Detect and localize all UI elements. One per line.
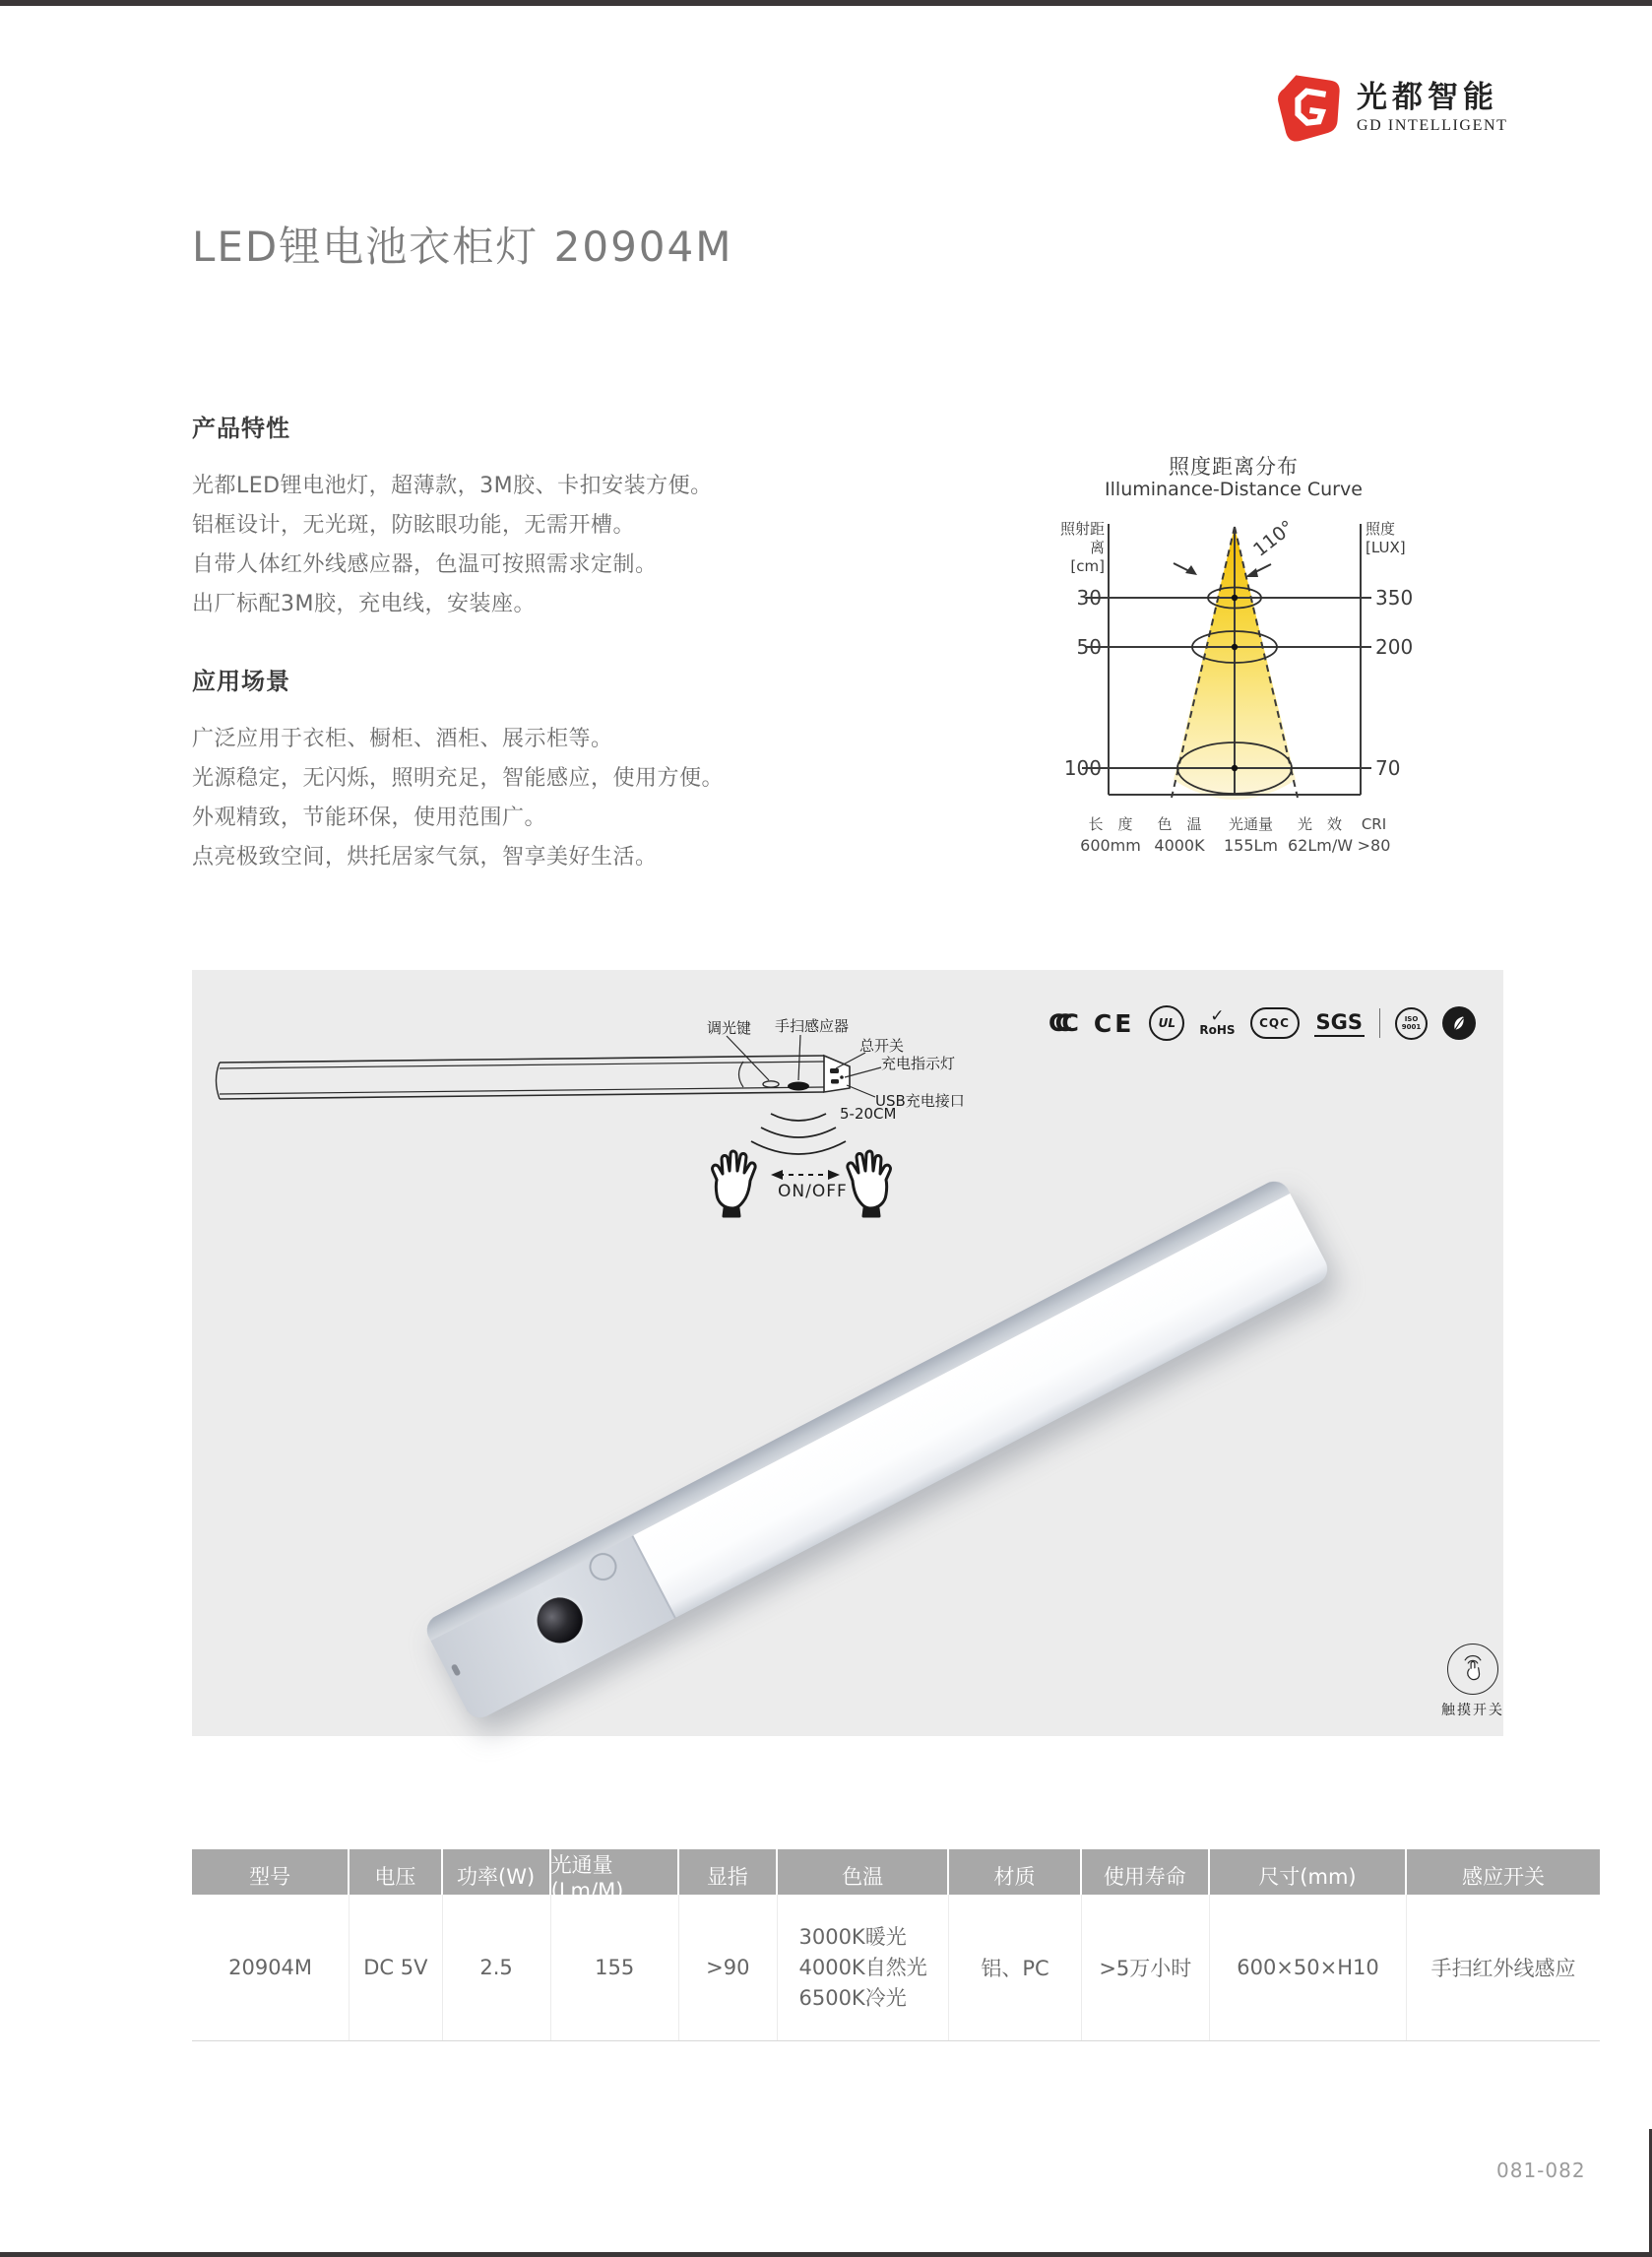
ce-icon: CE xyxy=(1093,1008,1135,1038)
feature-line: 光都LED锂电池灯，超薄款，3M胶、卡扣安装方便。 xyxy=(192,474,713,498)
col-voltage: 电压 xyxy=(349,1849,442,1902)
chart-title: 照度距离分布 xyxy=(1169,455,1299,479)
hand-sweep-sensor-label: 手扫感应器 xyxy=(775,1017,850,1035)
col-material: 材质 xyxy=(949,1849,1081,1902)
page-bottom-edge xyxy=(0,2252,1652,2257)
applications-section xyxy=(192,662,802,877)
lux-tick: 200 xyxy=(1375,635,1414,659)
pir-sensor xyxy=(526,1585,595,1654)
col-sensor: 感应开关 xyxy=(1462,1865,1546,1889)
rohs-icon: ✓ RoHS xyxy=(1199,1006,1236,1037)
brand-text xyxy=(1357,81,1507,135)
illuminance-distance-chart xyxy=(1058,451,1521,855)
chart-subtitle: Illuminance-Distance Curve xyxy=(1105,479,1363,500)
col-size: 尺寸(mm) xyxy=(1210,1849,1407,1902)
brand-logo-icon xyxy=(1276,71,1343,144)
distance-tick: 30 xyxy=(1076,586,1102,610)
beam-angle-label: 110° xyxy=(1249,516,1299,561)
lux-tick: 70 xyxy=(1375,756,1401,780)
eco-leaf-icon xyxy=(1442,1006,1476,1040)
cell-cct: 3000K暖光 4000K自然光 6500K冷光 xyxy=(778,1895,949,2040)
master-switch-label: 总开关 xyxy=(859,1037,905,1055)
col-power: 功率(W) xyxy=(443,1849,551,1902)
product-demo-panel xyxy=(192,970,1503,1736)
light-cone-plot xyxy=(1058,512,1521,807)
spec-table xyxy=(192,1849,1600,2041)
col-lifespan: 使用寿命 xyxy=(1082,1849,1210,1902)
col-model: 型号 xyxy=(192,1849,349,1902)
brand-name-cn: 光都智能 xyxy=(1357,79,1498,115)
right-hand-icon xyxy=(848,1151,891,1216)
cell-material: 铝、PC xyxy=(949,1895,1081,2040)
cell-sensor: 手扫红外线感应 xyxy=(1430,1957,1576,1980)
feature-line: 出厂标配3M胶，充电线，安装座。 xyxy=(192,592,536,616)
col-cri: 显指 xyxy=(679,1849,778,1902)
distance-tick: 50 xyxy=(1076,635,1102,659)
application-line: 外观精致，节能环保，使用范围广。 xyxy=(192,806,547,830)
certification-icons xyxy=(1048,1005,1476,1041)
usb-port xyxy=(451,1663,462,1676)
stat-length: 长 度 600mm xyxy=(1080,815,1141,855)
applications-heading: 应用场景 xyxy=(192,668,290,695)
cell-size: 600×50×H10 xyxy=(1210,1895,1407,2040)
page-number: 081-082 xyxy=(1496,2159,1586,2182)
application-line: 广泛应用于衣柜、橱柜、酒柜、展示柜等。 xyxy=(192,727,613,751)
dimmer-key-label: 调光键 xyxy=(707,1019,752,1037)
col-flux: 光通量(Lm/M) xyxy=(551,1849,679,1902)
feature-line: 铝框设计，无光斑，防眩眼功能，无需开槽。 xyxy=(192,513,636,538)
sense-distance-label: 5-20CM xyxy=(840,1105,897,1123)
feature-line: 自带人体红外线感应器，色温可按照需求定制。 xyxy=(192,552,658,577)
cell-power: 2.5 xyxy=(443,1895,551,2040)
col-cct: 色温 xyxy=(778,1849,949,1902)
cell-flux: 155 xyxy=(551,1895,679,2040)
usb-port-label: USB充电接口 xyxy=(875,1092,965,1110)
stat-cri: CRI >80 xyxy=(1357,815,1391,855)
distance-tick: 100 xyxy=(1063,756,1102,780)
cell-model: 20904M xyxy=(192,1895,349,2040)
lamp-line-drawing xyxy=(192,970,1503,1736)
cell-voltage: DC 5V xyxy=(349,1895,442,2040)
left-hand-icon xyxy=(713,1151,756,1216)
lux-tick: 350 xyxy=(1375,586,1414,610)
application-line: 点亮极致空间，烘托居家气氛，智享美好生活。 xyxy=(192,845,658,870)
left-axis-label: 照射距离 [cm] xyxy=(1059,520,1105,575)
stat-cct: 色 温 4000K xyxy=(1154,815,1205,855)
cell-lifespan: >5万小时 xyxy=(1082,1895,1210,2040)
photometric-stats xyxy=(1076,813,1416,857)
page-title: LED锂电池衣柜灯 20904M xyxy=(192,223,733,271)
touch-switch-badge xyxy=(1430,1644,1515,1719)
features-heading: 产品特性 xyxy=(192,415,290,442)
brand-logo xyxy=(1276,71,1507,144)
cell-cri: >90 xyxy=(679,1895,778,2040)
brand-name-en: GD INTELLIGENT xyxy=(1357,116,1508,134)
application-line: 光源稳定，无闪烁，照明充足，智能感应，使用方便。 xyxy=(192,766,725,791)
right-axis-label: 照度 [LUX] xyxy=(1366,520,1406,556)
onoff-label: ON/OFF xyxy=(778,1182,848,1201)
ccc-icon: CCC xyxy=(1048,1009,1068,1037)
touch-switch-label: 触摸开关 xyxy=(1441,1703,1504,1718)
page-top-edge xyxy=(0,0,1652,6)
spec-table-header xyxy=(192,1849,1600,1902)
stat-efficacy: 光 效 62Lm/W xyxy=(1288,815,1354,855)
cqc-icon: CQC xyxy=(1250,1007,1300,1039)
stat-flux: 光通量 155Lm xyxy=(1223,815,1279,855)
spec-table-row xyxy=(192,1895,1600,2041)
features-section xyxy=(192,409,802,624)
charge-indicator-label: 充电指示灯 xyxy=(881,1055,956,1072)
touch-switch-icon xyxy=(1447,1644,1498,1695)
ul-icon: UL xyxy=(1149,1005,1184,1041)
sgs-icon: SGS xyxy=(1314,1010,1366,1037)
cert-divider xyxy=(1379,1008,1380,1038)
iso9001-icon: ISO 9001 xyxy=(1395,1007,1428,1040)
